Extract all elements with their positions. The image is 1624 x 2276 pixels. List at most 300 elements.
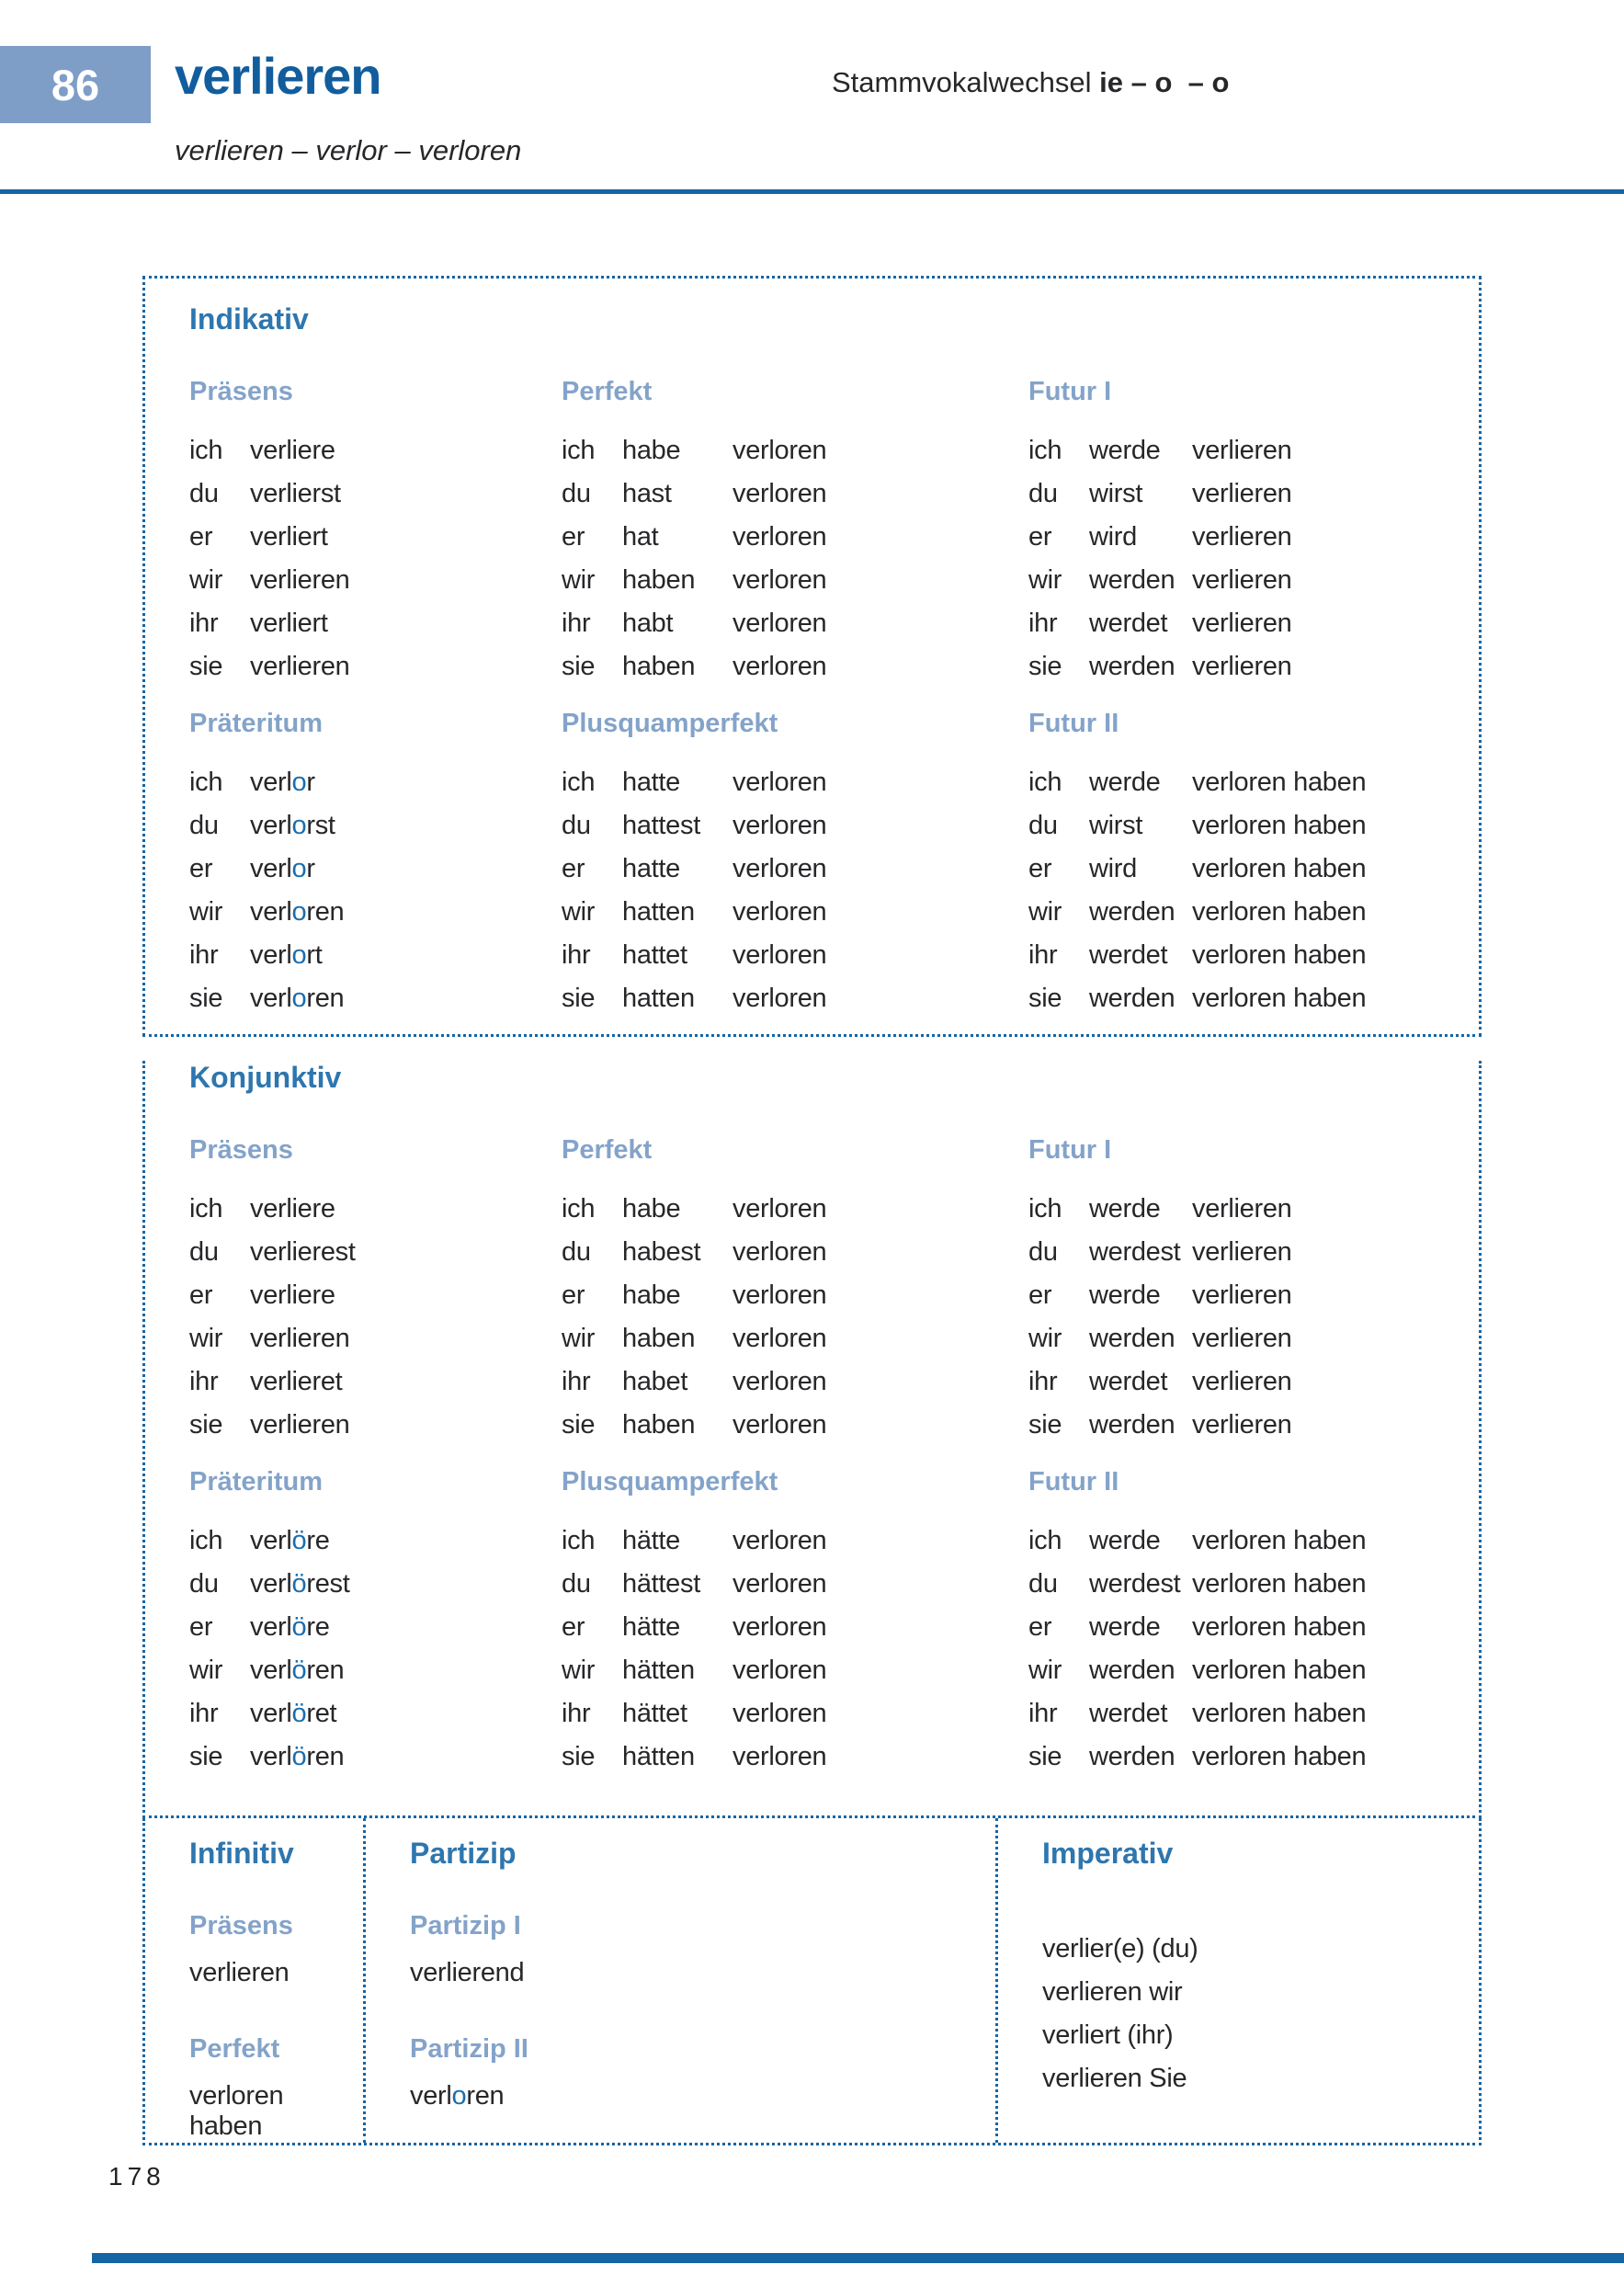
verb-form: verloren xyxy=(733,522,827,552)
form-label: Präsens xyxy=(189,1911,293,1940)
conjugation-row xyxy=(189,761,562,804)
stem-vowel-highlight: o xyxy=(291,897,307,927)
tense-block xyxy=(1028,1135,1479,1447)
auxiliary-verb: haben xyxy=(622,1324,696,1353)
conjugation-row xyxy=(1028,429,1479,472)
pronoun: sie xyxy=(1028,1742,1062,1771)
verb-form: verlieren xyxy=(1192,479,1292,508)
pronoun: er xyxy=(189,1280,213,1310)
tense-block xyxy=(1028,709,1479,1020)
verb-form: verloren xyxy=(733,1742,827,1771)
pronoun: ihr xyxy=(562,609,591,638)
conjugation-row xyxy=(1028,1360,1479,1404)
pronoun: ihr xyxy=(1028,940,1058,970)
section-title-infinitiv: Infinitiv xyxy=(189,1837,294,1870)
tense-label: Präsens xyxy=(189,1135,293,1165)
stem-vowel-highlight: ö xyxy=(291,1699,307,1728)
page-number: 178 xyxy=(108,2162,165,2191)
conjugation-row xyxy=(562,761,1028,804)
conjugation-row xyxy=(562,1274,1028,1317)
auxiliary-verb: werde xyxy=(1089,1194,1161,1223)
auxiliary-verb: wird xyxy=(1089,522,1137,552)
pronoun: er xyxy=(1028,854,1052,883)
verb-form: verliere xyxy=(250,1194,335,1223)
verb-form: verloren xyxy=(733,1194,827,1223)
verb-form: verlieren xyxy=(1192,609,1292,638)
verb-form: verloren xyxy=(733,1612,827,1642)
verb-form: verloren haben xyxy=(1192,984,1367,1013)
conjugation-row xyxy=(1028,1519,1479,1563)
konjunktiv-section xyxy=(142,1061,1482,1818)
pronoun: ihr xyxy=(189,1699,219,1728)
pronoun: du xyxy=(1028,1569,1058,1599)
pronoun: sie xyxy=(189,652,223,681)
conjugation-row xyxy=(1028,1274,1479,1317)
pronoun: wir xyxy=(562,1324,596,1353)
page-title-verb: verlieren xyxy=(175,47,381,105)
verb-form: verlor xyxy=(250,768,315,797)
pronoun: er xyxy=(189,522,213,552)
tense-label: Perfekt xyxy=(562,377,653,406)
verb-form: verliert xyxy=(250,522,328,552)
verb-form: verloren haben xyxy=(1192,940,1367,970)
section-title-indikativ: Indikativ xyxy=(189,302,309,336)
pronoun: ich xyxy=(189,1194,223,1223)
imperativ-box xyxy=(998,1818,1479,2143)
pronoun: wir xyxy=(1028,565,1062,595)
verb-form: verliert xyxy=(250,609,328,638)
header-rule xyxy=(0,189,1624,194)
conjugation-row xyxy=(1028,645,1479,688)
stem-vowel-highlight: o xyxy=(451,2081,467,2111)
verb-form: verloren xyxy=(733,652,827,681)
stem-vowel-info xyxy=(832,66,1229,99)
tense-block xyxy=(189,709,562,1020)
auxiliary-verb: werde xyxy=(1089,768,1161,797)
pronoun: sie xyxy=(189,1410,223,1440)
verb-form: verloren xyxy=(733,984,827,1013)
verb-form: verloren xyxy=(733,479,827,508)
stem-vowel-pattern: ie – o – o xyxy=(1099,66,1230,98)
conjugation-content xyxy=(142,276,1482,2145)
imperative-form: verlier(e) (du) xyxy=(1042,1934,1198,1963)
auxiliary-verb: werde xyxy=(1089,436,1161,465)
imperative-form: verlieren wir xyxy=(1042,1977,1183,2007)
conjugation-row xyxy=(562,1692,1028,1735)
conjugation-row xyxy=(562,1606,1028,1649)
conjugation-row xyxy=(562,645,1028,688)
conjugation-row xyxy=(189,1188,562,1231)
pronoun: ihr xyxy=(562,1367,591,1396)
conjugation-row xyxy=(189,1606,562,1649)
verb-form: verlören xyxy=(250,1742,345,1771)
tense-block xyxy=(1028,1467,1479,1779)
verb-form: verloren xyxy=(733,768,827,797)
conjugation-row xyxy=(562,1519,1028,1563)
pronoun: wir xyxy=(1028,1656,1062,1685)
conjugation-row xyxy=(562,804,1028,848)
pronoun: ich xyxy=(1028,1194,1062,1223)
verb-form: verloren xyxy=(733,1526,827,1555)
indikativ-grid-row-1 xyxy=(189,377,1479,688)
verb-form: verlöre xyxy=(250,1612,330,1642)
conjugation-row xyxy=(1028,602,1479,645)
conjugation-row xyxy=(1028,977,1479,1020)
pronoun: wir xyxy=(1028,1324,1062,1353)
pronoun: ich xyxy=(189,1526,223,1555)
conjugation-row xyxy=(189,1231,562,1274)
pronoun: ihr xyxy=(1028,1367,1058,1396)
pronoun: wir xyxy=(189,1656,223,1685)
pronoun: du xyxy=(562,479,591,508)
auxiliary-verb: werde xyxy=(1089,1280,1161,1310)
pronoun: wir xyxy=(562,1656,596,1685)
conjugation-row xyxy=(189,516,562,559)
conjugation-row xyxy=(1028,472,1479,516)
partizip-box xyxy=(366,1818,998,2143)
pronoun: er xyxy=(1028,522,1052,552)
pronoun: wir xyxy=(189,565,223,595)
pronoun: du xyxy=(189,1237,219,1267)
conjugation-row xyxy=(1028,891,1479,934)
tense-label: Präsens xyxy=(189,377,293,406)
pronoun: du xyxy=(1028,811,1058,840)
pronoun: sie xyxy=(1028,1410,1062,1440)
tense-label: Plusquamperfekt xyxy=(562,709,778,738)
tense-label: Futur II xyxy=(1028,1467,1119,1496)
pronoun: ihr xyxy=(562,940,591,970)
conjugation-row xyxy=(562,1563,1028,1606)
conjugation-row xyxy=(562,1735,1028,1779)
conjugation-row xyxy=(1028,1188,1479,1231)
verb-form: verlieren xyxy=(1192,1237,1292,1267)
conjugation-row xyxy=(562,516,1028,559)
stem-vowel-highlight: o xyxy=(291,811,307,840)
auxiliary-verb: haben xyxy=(622,652,696,681)
imperativ-lines xyxy=(1042,1928,1479,2100)
verb-form: verloren xyxy=(733,940,827,970)
verb-form: verloren xyxy=(733,436,827,465)
conjugation-row xyxy=(189,1519,562,1563)
auxiliary-verb: werdest xyxy=(1089,1569,1181,1599)
pronoun: wir xyxy=(562,897,596,927)
stem-vowel-highlight: ö xyxy=(291,1612,307,1642)
pronoun: er xyxy=(189,1612,213,1642)
pronoun: ich xyxy=(562,1194,596,1223)
verb-form: verloren haben xyxy=(189,2081,284,2141)
conjugation-row xyxy=(562,934,1028,977)
auxiliary-verb: wirst xyxy=(1089,811,1143,840)
auxiliary-verb: werden xyxy=(1089,565,1175,595)
conjugation-row xyxy=(189,1317,562,1360)
conjugation-row xyxy=(1028,516,1479,559)
verb-form: verloren haben xyxy=(1192,1742,1367,1771)
indikativ-section xyxy=(142,276,1482,1037)
conjugation-row xyxy=(1028,761,1479,804)
pronoun: du xyxy=(189,1569,219,1599)
pronoun: ihr xyxy=(562,1699,591,1728)
conjugation-row xyxy=(1028,1317,1479,1360)
form-label: Partizip I xyxy=(410,1911,521,1940)
verb-form: verloren haben xyxy=(1192,854,1367,883)
verb-form: verloren xyxy=(733,609,827,638)
tense-block xyxy=(189,1467,562,1779)
konjunktiv-grid-row-1 xyxy=(189,1135,1479,1447)
lesson-number: 86 xyxy=(51,60,100,109)
verb-form: verlieren xyxy=(250,652,350,681)
conjugation-row xyxy=(1028,1563,1479,1606)
conjugation-row xyxy=(189,977,562,1020)
tense-label: Futur II xyxy=(1028,709,1119,738)
verb-form: verlieren xyxy=(1192,652,1292,681)
section-title-imperativ: Imperativ xyxy=(1042,1837,1174,1870)
auxiliary-verb: habest xyxy=(622,1237,701,1267)
tense-label: Futur I xyxy=(1028,377,1112,406)
pronoun: du xyxy=(562,1237,591,1267)
conjugation-row xyxy=(1028,804,1479,848)
verb-form: verliere xyxy=(250,1280,335,1310)
pronoun: ich xyxy=(1028,1526,1062,1555)
conjugation-row xyxy=(1028,1649,1479,1692)
pronoun: wir xyxy=(189,897,223,927)
conjugation-row xyxy=(562,848,1028,891)
verb-form: verlierend xyxy=(410,1958,525,1987)
pronoun: ich xyxy=(1028,768,1062,797)
verb-form: verloren xyxy=(733,1410,827,1440)
stem-vowel-highlight: ö xyxy=(291,1569,307,1599)
pronoun: du xyxy=(562,1569,591,1599)
conjugation-row xyxy=(1028,1692,1479,1735)
auxiliary-verb: werden xyxy=(1089,984,1175,1013)
conjugation-row xyxy=(189,1563,562,1606)
verb-form: verloren xyxy=(733,1324,827,1353)
verb-form: verloren haben xyxy=(1192,1656,1367,1685)
auxiliary-verb: hätte xyxy=(622,1612,680,1642)
auxiliary-verb: habe xyxy=(622,1194,681,1223)
auxiliary-verb: werde xyxy=(1089,1526,1161,1555)
verb-form: verliere xyxy=(250,436,335,465)
auxiliary-verb: hatte xyxy=(622,768,680,797)
pronoun: er xyxy=(1028,1280,1052,1310)
verb-form: verlieren xyxy=(250,565,350,595)
pronoun: wir xyxy=(189,1324,223,1353)
auxiliary-verb: habet xyxy=(622,1367,688,1396)
imperative-form: verlieren Sie xyxy=(1042,2064,1187,2093)
conjugation-row xyxy=(189,934,562,977)
pronoun: du xyxy=(189,479,219,508)
auxiliary-verb: hättest xyxy=(622,1569,700,1599)
verb-form: verlieren xyxy=(250,1410,350,1440)
verb-form: verloren xyxy=(733,1280,827,1310)
conjugation-row xyxy=(189,848,562,891)
conjugation-row xyxy=(562,1360,1028,1404)
infinitiv-box xyxy=(145,1818,366,2143)
auxiliary-verb: werdet xyxy=(1089,940,1168,970)
pronoun: er xyxy=(562,1280,585,1310)
verb-form: verloren xyxy=(733,811,827,840)
conjugation-row xyxy=(562,1188,1028,1231)
verb-form: verloren xyxy=(250,984,345,1013)
pronoun: sie xyxy=(562,984,596,1013)
tense-label: Plusquamperfekt xyxy=(562,1467,778,1496)
verb-form: verlöret xyxy=(250,1699,337,1728)
conjugation-row xyxy=(1028,1404,1479,1447)
konjunktiv-grid-row-2 xyxy=(189,1467,1479,1779)
auxiliary-verb: werdet xyxy=(1089,609,1168,638)
verb-form: verloren haben xyxy=(1192,897,1367,927)
pronoun: ich xyxy=(189,768,223,797)
tense-block xyxy=(1028,377,1479,688)
auxiliary-verb: hast xyxy=(622,479,672,508)
conjugation-row xyxy=(1028,1606,1479,1649)
form-label: Perfekt xyxy=(189,2034,280,2064)
verb-form: verloren xyxy=(733,897,827,927)
pronoun: er xyxy=(562,522,585,552)
verb-form: verlören xyxy=(250,1656,345,1685)
verb-form: verlieren xyxy=(1192,522,1292,552)
conjugation-row xyxy=(1028,1735,1479,1779)
conjugation-row xyxy=(189,1274,562,1317)
auxiliary-verb: werdet xyxy=(1089,1699,1168,1728)
verb-form: verloren xyxy=(733,1569,827,1599)
auxiliary-verb: hätten xyxy=(622,1742,695,1771)
tense-block xyxy=(562,1135,1028,1447)
tense-block xyxy=(562,709,1028,1020)
auxiliary-verb: werdest xyxy=(1089,1237,1181,1267)
verb-form: verloren haben xyxy=(1192,768,1367,797)
verb-form: verlieren xyxy=(1192,1324,1292,1353)
auxiliary-verb: wirst xyxy=(1089,479,1143,508)
verb-form: verloren xyxy=(733,854,827,883)
verb-form: verlierest xyxy=(250,1237,356,1267)
verb-form: verlieren xyxy=(1192,1194,1292,1223)
imperative-form: verliert (ihr) xyxy=(1042,2020,1174,2050)
verb-form: verlor xyxy=(250,854,315,883)
section-title-konjunktiv: Konjunktiv xyxy=(189,1061,342,1094)
stem-vowel-highlight: ö xyxy=(291,1526,307,1555)
tense-block xyxy=(562,1467,1028,1779)
pronoun: sie xyxy=(562,1410,596,1440)
pronoun: ich xyxy=(1028,436,1062,465)
auxiliary-verb: werden xyxy=(1089,1742,1175,1771)
pronoun: ihr xyxy=(1028,609,1058,638)
pronoun: er xyxy=(562,854,585,883)
stem-vowel-highlight: o xyxy=(291,768,307,797)
tense-block xyxy=(189,1135,562,1447)
auxiliary-verb: werden xyxy=(1089,1324,1175,1353)
verb-form: verloren haben xyxy=(1192,811,1367,840)
auxiliary-verb: werden xyxy=(1089,1656,1175,1685)
verb-form: verloren xyxy=(733,1237,827,1267)
pronoun: ihr xyxy=(1028,1699,1058,1728)
stem-vowel-highlight: o xyxy=(291,854,307,883)
pronoun: ich xyxy=(189,436,223,465)
auxiliary-verb: werdet xyxy=(1089,1367,1168,1396)
stem-vowel-highlight: o xyxy=(291,940,307,970)
verb-form: verlieren xyxy=(1192,436,1292,465)
conjugation-row xyxy=(189,602,562,645)
conjugation-row xyxy=(562,1231,1028,1274)
pronoun: ich xyxy=(562,1526,596,1555)
verb-form: verloren xyxy=(733,1367,827,1396)
conjugation-row xyxy=(189,645,562,688)
conjugation-row xyxy=(562,977,1028,1020)
verb-form: verloren xyxy=(733,1699,827,1728)
pronoun: du xyxy=(1028,479,1058,508)
verb-form: verlieren xyxy=(250,1324,350,1353)
tense-label: Futur I xyxy=(1028,1135,1112,1165)
indikativ-grid-row-2 xyxy=(189,709,1479,1020)
conjugation-row xyxy=(1028,1231,1479,1274)
tense-block xyxy=(562,377,1028,688)
pronoun: du xyxy=(189,811,219,840)
verb-form: verloren xyxy=(733,1656,827,1685)
conjugation-row xyxy=(189,891,562,934)
verb-form: verlieren xyxy=(1192,1367,1292,1396)
conjugation-row xyxy=(1028,848,1479,891)
tense-label: Präteritum xyxy=(189,1467,324,1496)
conjugation-row xyxy=(562,1649,1028,1692)
conjugation-row xyxy=(562,891,1028,934)
conjugation-row xyxy=(1028,559,1479,602)
lesson-number-box xyxy=(0,46,151,123)
verb-form: verloren xyxy=(733,565,827,595)
conjugation-row xyxy=(562,1317,1028,1360)
conjugation-row xyxy=(562,429,1028,472)
conjugation-row xyxy=(189,804,562,848)
verb-form: verlieren xyxy=(1192,565,1292,595)
conjugation-row xyxy=(562,472,1028,516)
auxiliary-verb: hätte xyxy=(622,1526,680,1555)
conjugation-row xyxy=(562,1404,1028,1447)
pronoun: sie xyxy=(1028,984,1062,1013)
stem-vowel-highlight: ö xyxy=(291,1656,307,1685)
conjugation-row xyxy=(562,602,1028,645)
tense-label: Präteritum xyxy=(189,709,324,738)
verb-form: verlierst xyxy=(250,479,341,508)
tense-block xyxy=(189,377,562,688)
non-finite-forms-row xyxy=(142,1818,1482,2145)
pronoun: du xyxy=(562,811,591,840)
auxiliary-verb: haben xyxy=(622,565,696,595)
auxiliary-verb: hatten xyxy=(622,897,695,927)
stem-vowel-info-plain: Stammvokalwechsel xyxy=(832,66,1100,98)
auxiliary-verb: haben xyxy=(622,1410,696,1440)
pronoun: sie xyxy=(189,1742,223,1771)
tense-label: Perfekt xyxy=(562,1135,653,1165)
verb-form: verlörest xyxy=(250,1569,350,1599)
pronoun: ich xyxy=(562,436,596,465)
verb-form: verlieret xyxy=(250,1367,343,1396)
pronoun: er xyxy=(189,854,213,883)
auxiliary-verb: werden xyxy=(1089,1410,1175,1440)
conjugation-row xyxy=(189,472,562,516)
auxiliary-verb: hätten xyxy=(622,1656,695,1685)
conjugation-row xyxy=(189,559,562,602)
pronoun: sie xyxy=(1028,652,1062,681)
verb-form: verlort xyxy=(250,940,323,970)
pronoun: du xyxy=(1028,1237,1058,1267)
conjugation-row xyxy=(189,429,562,472)
auxiliary-verb: hatte xyxy=(622,854,680,883)
verb-form: verlieren xyxy=(189,1958,290,1987)
auxiliary-verb: habe xyxy=(622,436,681,465)
pronoun: er xyxy=(562,1612,585,1642)
pronoun: wir xyxy=(1028,897,1062,927)
footer-rule xyxy=(92,2253,1624,2263)
verb-form: verlieren xyxy=(1192,1280,1292,1310)
infinitiv-items xyxy=(189,1911,363,2142)
